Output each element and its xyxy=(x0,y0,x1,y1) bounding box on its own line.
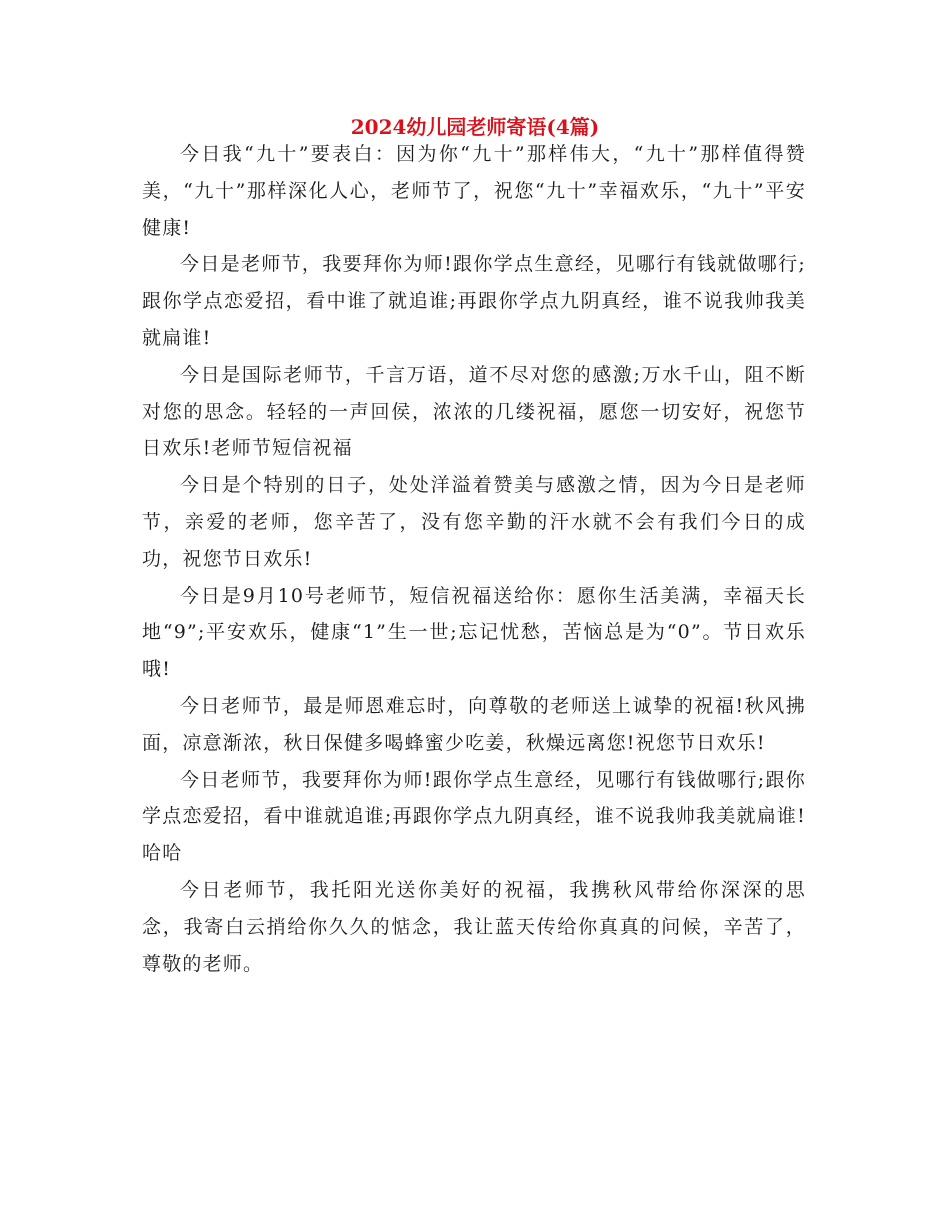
document-title: 2024幼儿园老师寄语(4篇) xyxy=(350,115,600,139)
paragraph-3: 今日是国际老师节，千言万语，道不尽对您的感激;万水千山，阻不断对您的思念。轻轻的一声回侯，浓浓的几缕祝福，愿您一切安好，祝您节日欢乐!老师节短信祝福 xyxy=(142,363,806,460)
paragraph-2: 今日是老师节，我要拜你为师!跟你学点生意经，见哪行有钱就做哪行;跟你学点恋爱招，看中谁了就追谁;再跟你学点九阴真经，谁不说我帅我美就扁谁! xyxy=(142,253,806,349)
paragraph-5: 今日是9月10号老师节，短信祝福送给你：愿你生活美满，幸福天长地“9”;平安欢乐，健康“1”生一世;忘记忧愁，苦恼总是为“0”。节日欢乐哦! xyxy=(142,584,806,681)
document-body xyxy=(142,136,806,982)
paragraph-1: 今日我“九十”要表白：因为你“九十”那样伟大，“九十”那样值得赞美，“九十”那样深化人心，老师节了，祝您“九十”幸福欢乐，“九十”平安健康! xyxy=(142,143,806,239)
paragraph-6: 今日老师节，最是师恩难忘时，向尊敬的老师送上诚挚的祝福!秋风拂面，凉意渐浓，秋日保健多喝蜂蜜少吃姜，秋燥远离您!祝您节日欢乐! xyxy=(142,694,806,754)
paragraph-7: 今日老师节，我要拜你为师!跟你学点生意经，见哪行有钱做哪行;跟你学点恋爱招，看中谁就追谁;再跟你学点九阴真经，谁不说我帅我美就扁谁!哈哈 xyxy=(142,768,806,865)
paragraph-4: 今日是个特别的日子，处处洋溢着赞美与感激之情，因为今日是老师节，亲爱的老师，您辛苦了，没有您辛勤的汗水就不会有我们今日的成功，祝您节日欢乐! xyxy=(142,474,806,570)
paragraph-8: 今日老师节，我托阳光送你美好的祝福，我携秋风带给你深深的思念，我寄白云捎给你久久的惦念，我让蓝天传给你真真的问候，辛苦了，尊敬的老师。 xyxy=(142,878,806,975)
